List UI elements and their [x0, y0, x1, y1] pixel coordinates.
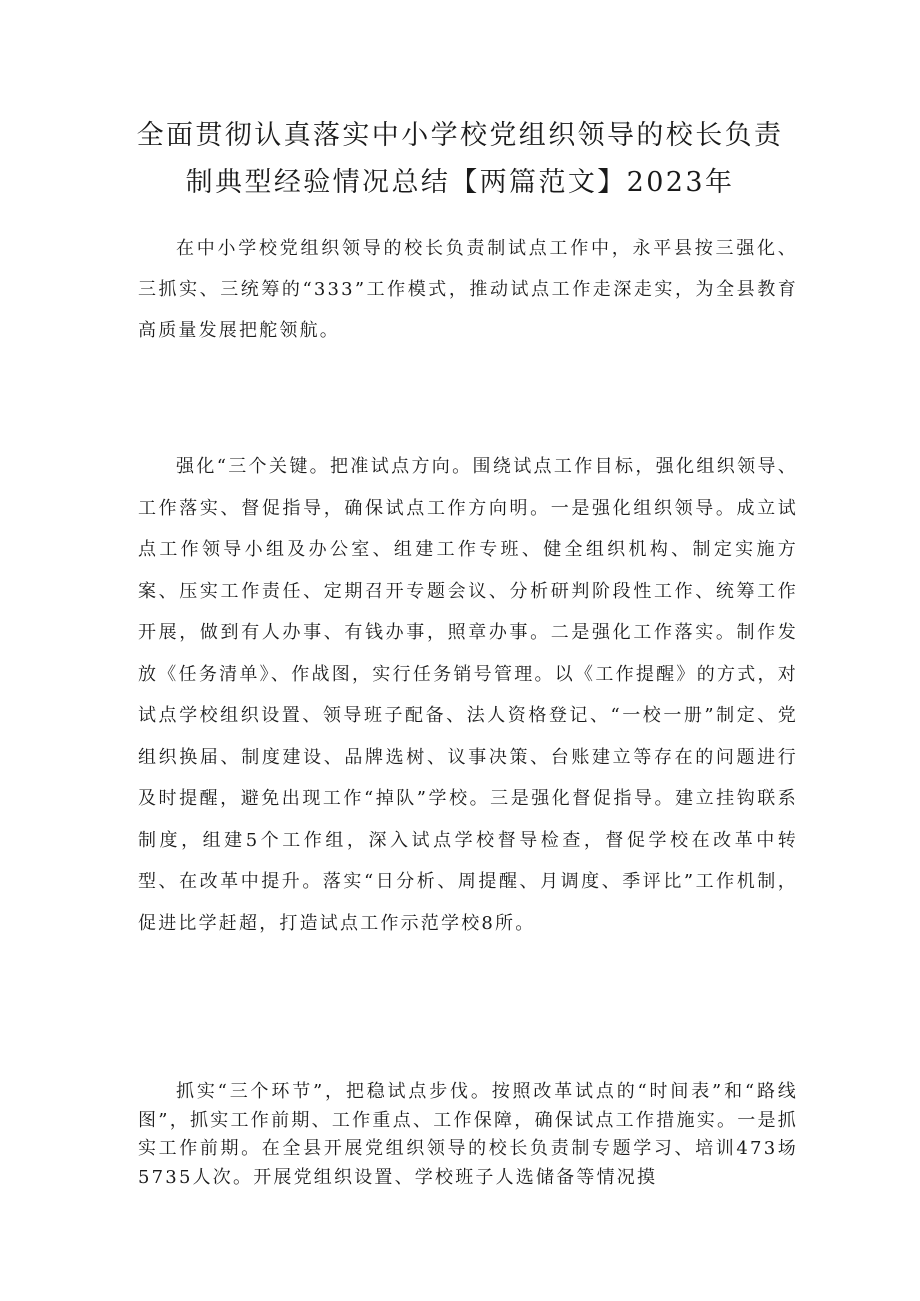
paragraph-strengthen: 强化“三个关键。把准试点方向。围绕试点工作目标，强化组织领导、工作落实、督促指导，确保试点工作方向明。一是强化组织领导。成立试点工作领导小组及办公室、组建工作专班、健全组织机构、制定实施方案、压实工作责任、定期召开专题会议、分析研判阶段性工作、统筹工作开展，做到有人办事、有钱办事，照章办事。二是强化工作落实。制作发放《任务清单》、作战图，实行任务销号管理。以《工作提醒》的方式，对试点学校组织设置、领导班子配备、法人资格登记、“一校一册”制定、党组织换届、制度建设、品牌选树、议事决策、台账建立等存在的问题进行及时提醒，避免出现工作“掉队”学校。三是强化督促指导。建立挂钩联系制度，组建5个工作组，深入试点学校督导检查，督促学校在改革中转型、在改革中提升。落实“日分析、周提醒、月调度、季评比”工作机制，促进比学赶超，打造试点工作示范学校8所。 — [138, 456, 798, 934]
title-line-2: 制典型经验情况总结【两篇范文】2023年 — [185, 167, 735, 198]
document-title — [100, 112, 820, 206]
title-line-1: 全面贯彻认真落实中小学校党组织领导的校长负责 — [136, 120, 784, 151]
paragraph-implement: 抓实“三个环节”，把稳试点步伐。按照改革试点的“时间表”和“路线图”，抓实工作前期、工作重点、工作保障，确保试点工作措施实。一是抓实工作前期。在全县开展党组织领导的校长负责制专题学习、培训473场5735人次。开展党组织设置、学校班子人选储备等情况摸 — [138, 1081, 798, 1188]
paragraph-intro: 在中小学校党组织领导的校长负责制试点工作中，永平县按三强化、三抓实、三统筹的“333”工作模式，推动试点工作走深走实，为全县教育高质量发展把舵领航。 — [138, 238, 798, 341]
